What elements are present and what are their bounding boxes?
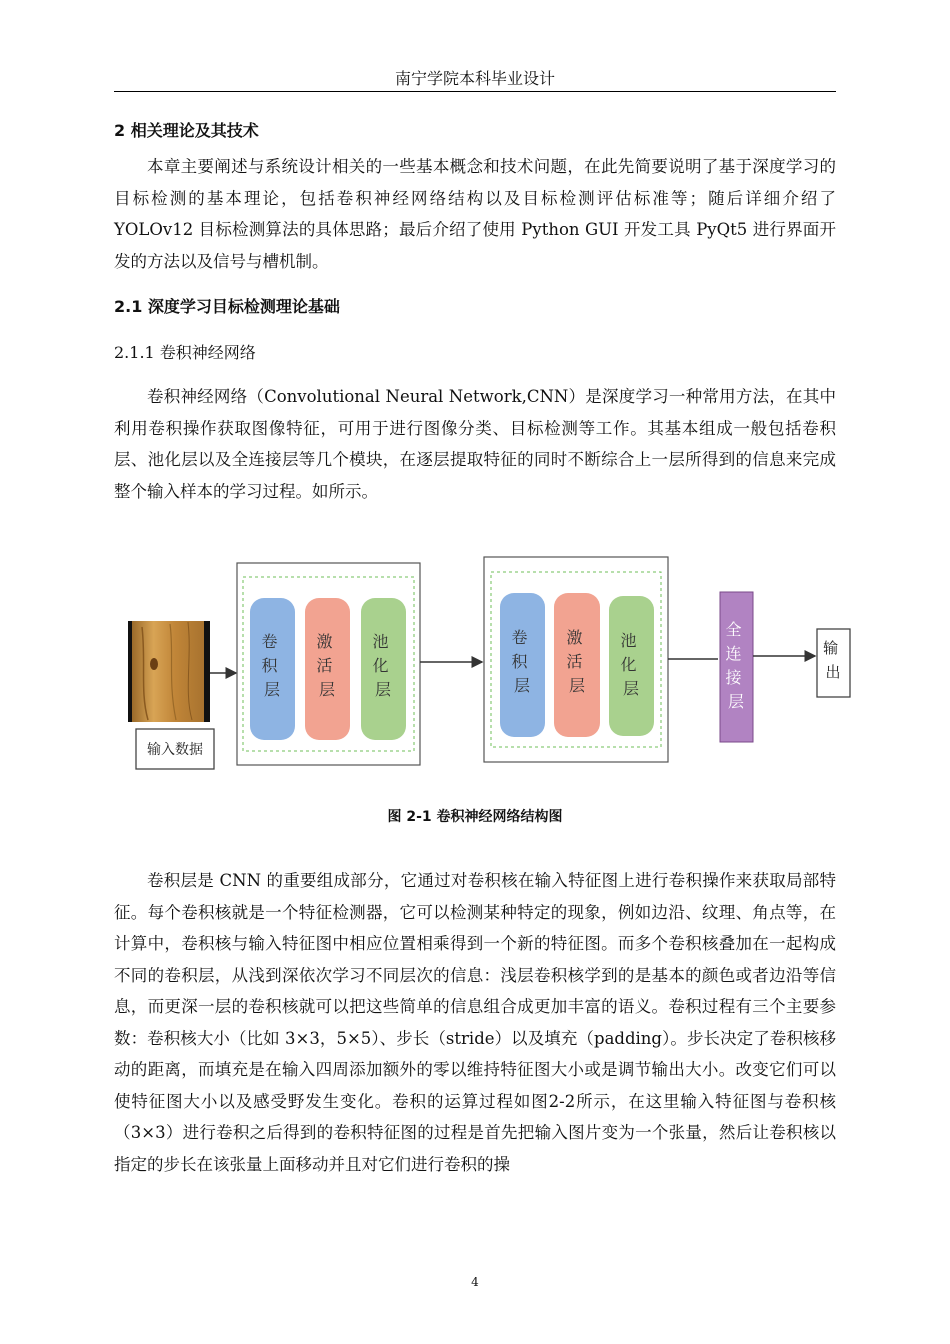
feature-block-1 (237, 563, 420, 765)
b1-act-c3: 层 (318, 680, 336, 699)
header-rule (114, 91, 836, 92)
svg-text:激 活 层 (566, 628, 587, 695)
cnn-structure-figure (122, 542, 862, 777)
b2-conv-c3: 层 (513, 676, 531, 695)
b2-act-c3: 层 (568, 676, 586, 695)
b1-act-c1: 激 (316, 632, 333, 651)
out-c2: 出 (825, 663, 841, 681)
section-heading: 2.1 深度学习目标检测理论基础 (114, 297, 340, 316)
cnn-intro-paragraph: 卷积神经网络（Convolutional Neural Network,CNN）是深度学习一种常用方法，在其中利用卷积操作获取图像特征，可用于进行图像分类、目标检测等工作。其基本组成一般包括卷积层、池化层以及全连接层等几个模块，在逐层提取特征的同时不断综合上一层所得到的信息来完成整个输入样本的学习过程。如所示。 (114, 387, 836, 501)
b2-conv-c2: 积 (511, 652, 528, 671)
b1-conv-c2: 积 (261, 656, 278, 675)
svg-text:池 化 层 (620, 631, 641, 698)
conv-layer-paragraph: 卷积层是 CNN 的重要组成部分，它通过对卷积核在输入特征图上进行卷积操作来获取局部特征。每个卷积核就是一个特征检测器，它可以检测某种特定的现象，例如边沿、纹理、角点等，在计算中，卷积核与输入特征图中相应位置相乘得到一个新的特征图。而多个卷积核叠加在一起构成不同的卷积层，从浅到深依次学习不同层次的信息：浅层卷积核学到的是基本的颜色或者边沿等信息，而更深一层的卷积核就可以把这些简单的信息组合成更加丰富的语义。卷积过程有三个主要参数：卷积核大小（比如 3×3，5×5）、步长（stride）以及填充（padding）。步长决定了卷积核移动的距离，而填充是在输入四周添加额外的零以维持特征图大小或是调节输出大小。改变它们可以使特征图大小以及感受野发生变化。卷积的运算过程如图2-2所示，在这里输入特征图与卷积核（3×3）进行卷积之后得到的卷积特征图的过程是首先把输入图片变为一个张量，然后让卷积核以指定的步长在该张量上面移动并且对它们进行卷积的操 (114, 871, 836, 1174)
fc-c1: 全 (725, 620, 742, 639)
b2-pool-c3: 层 (622, 679, 640, 698)
svg-text:卷 积 层 (261, 632, 282, 699)
b2-act-c1: 激 (566, 628, 583, 647)
input-data-box (136, 729, 214, 769)
fully-connected-layer (720, 592, 753, 742)
out-c1: 输 (823, 639, 839, 657)
b1-pool-c2: 化 (372, 656, 389, 675)
b2-conv-c1: 卷 (511, 628, 528, 647)
b1-pool-c3: 层 (374, 680, 392, 699)
b1-conv-c1: 卷 (261, 632, 278, 651)
b1-act-c2: 活 (316, 656, 333, 675)
input-data-label: 输入数据 (147, 742, 203, 758)
feature-block-2 (484, 557, 668, 762)
b2-pool-c2: 化 (620, 655, 637, 674)
fc-c3: 接 (725, 668, 742, 687)
page-header: 南宁学院本科毕业设计 (394, 69, 555, 88)
chapter-intro-paragraph: 本章主要阐述与系统设计相关的一些基本概念和技术问题，在此先简要说明了基于深度学习的目标检测的基本理论，包括卷积神经网络结构以及目标检测评估标准等；随后详细介绍了 YOLOv12 目标检测算法的具体思路；最后介绍了使用 Python GUI 开发工具 PyQt5 进行界面开发的方法以及信号与槽机制。 (114, 157, 836, 271)
page-number: 4 (471, 1275, 479, 1289)
b2-pool-c1: 池 (620, 631, 637, 650)
fc-c2: 连 (725, 644, 742, 663)
svg-text:激 活 层 (316, 632, 337, 699)
b2-act-c2: 活 (566, 652, 583, 671)
input-image (128, 621, 210, 722)
svg-text:池 化 层 (372, 632, 393, 699)
fc-c4: 层 (727, 692, 745, 711)
cnn-diagram (122, 542, 862, 777)
b1-pool-c1: 池 (372, 632, 389, 651)
figure-caption: 图 2-1 卷积神经网络结构图 (387, 809, 563, 825)
b1-conv-c3: 层 (263, 680, 281, 699)
chapter-heading: 2 相关理论及其技术 (114, 121, 259, 140)
output-box (817, 629, 850, 697)
svg-text:卷 积 层 (511, 628, 532, 695)
subsection-heading: 2.1.1 卷积神经网络 (114, 343, 256, 362)
